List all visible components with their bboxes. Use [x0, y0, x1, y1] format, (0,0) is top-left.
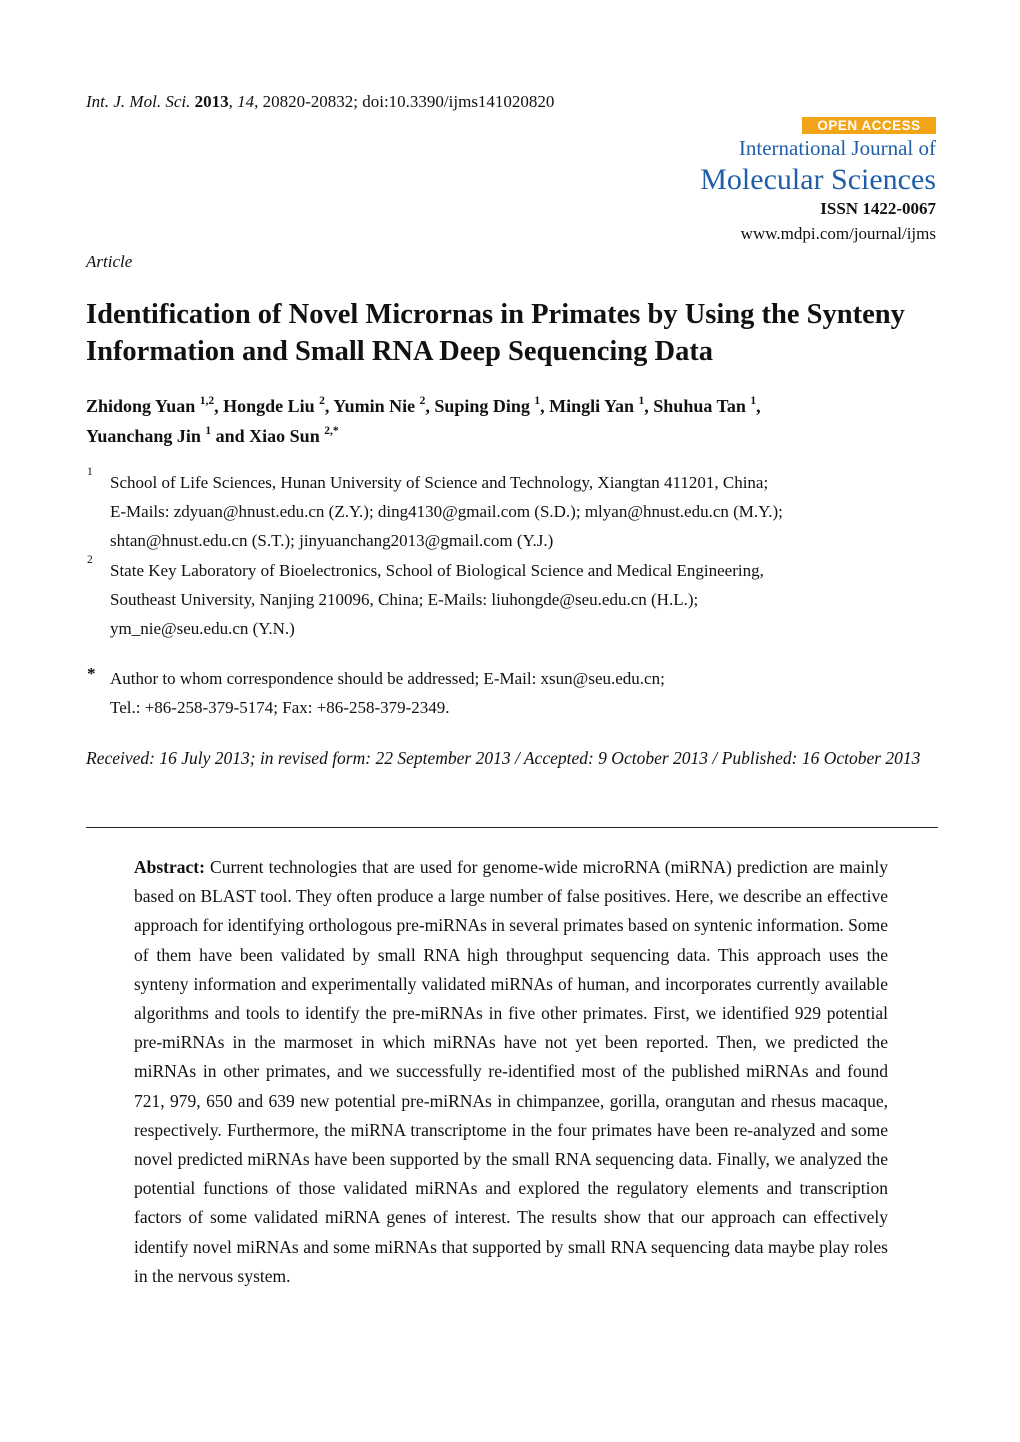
paper-title: Identification of Novel Micrornas in Primates by Using the Synteny Information and Small RNA Deep Sequencing Data: [86, 299, 905, 367]
journal-name-line2: Molecular Sciences: [700, 163, 936, 196]
author-affiliation-marker: 1,2: [199, 395, 215, 407]
author-affiliation-marker: 1: [205, 425, 212, 437]
citation-year: 2013: [194, 92, 229, 111]
author-affiliation-marker: 2: [419, 395, 426, 407]
author-affiliation-marker: 1: [750, 395, 757, 407]
publication-dates: Received: 16 July 2013; in revised form: 22 September 2013 / Accepted: 9 October 2013 / Published: 16 October 2013: [86, 748, 921, 768]
affiliation-2: [110, 556, 950, 643]
correspondence-line: Author to whom correspondence should be addressed; E-Mail: xsun@seu.edu.cn;: [110, 669, 665, 688]
author-name: Shuhua Tan: [653, 396, 746, 416]
correspondence-marker: *: [87, 664, 96, 683]
author-affiliation-marker: 2: [319, 395, 325, 407]
open-access-badge: OPEN ACCESS: [802, 117, 936, 134]
affiliation-line: E-Mails: zdyuan@hnust.edu.cn (Z.Y.); ding4130@gmail.com (S.D.); mlyan@hnust.edu.cn (M.Y.);: [110, 502, 783, 521]
affiliation-marker: 2: [87, 554, 93, 566]
journal-name-line1: International Journal of: [738, 136, 936, 160]
affiliation-marker: 1: [87, 466, 93, 478]
journal-citation: Int. J. Mol. Sci. 2013, 14, 20820-20832; doi:10.3390/ijms141020820: [86, 92, 555, 111]
author-name: Xiao Sun: [249, 426, 320, 446]
citation-pages-doi: , 20820-20832; doi:10.3390/ijms141020820: [254, 92, 555, 111]
abstract: [134, 853, 888, 1291]
affiliation-line: ym_nie@seu.edu.cn (Y.N.): [110, 619, 295, 638]
correspondence-line: Tel.: +86-258-379-5174; Fax: +86-258-379-2349.: [110, 698, 450, 717]
author-affiliation-marker: 1: [638, 395, 645, 407]
author-name: Yuanchang Jin: [86, 426, 201, 446]
author-connector: and: [215, 426, 245, 446]
journal-url[interactable]: www.mdpi.com/journal/ijms: [740, 224, 936, 243]
issn: ISSN 1422-0067: [820, 199, 936, 218]
author-name: Yumin Nie: [333, 396, 416, 416]
author-affiliation-marker: 1: [534, 395, 541, 407]
author-name: Suping Ding: [434, 396, 530, 416]
affiliation-1: [110, 468, 950, 555]
author-name: Mingli Yan: [549, 396, 635, 416]
author-name: Zhidong Yuan: [86, 396, 196, 416]
article-type: Article: [86, 252, 133, 271]
affiliation-line: Southeast University, Nanjing 210096, China; E-Mails: liuhongde@seu.edu.cn (H.L.);: [110, 590, 699, 609]
affiliation-line: shtan@hnust.edu.cn (S.T.); jinyuanchang2013@gmail.com (Y.J.): [110, 531, 554, 550]
correspondence-note: [110, 664, 950, 722]
affiliation-line: State Key Laboratory of Bioelectronics, School of Biological Science and Medical Engineering,: [110, 561, 764, 580]
author-affiliation-marker: 2,*: [324, 425, 339, 437]
author-name: Hongde Liu: [223, 396, 315, 416]
author-list: Zhidong Yuan $^{1,2}$, Hongde Liu $^2$, Yumin Nie $^2$, Suping Ding $^1$, Mingli Yan $^1$, Shuhua Tan $^1$, Yuanchang Jin $^1$ and Xiao Sun $^{2,*}$: [86, 395, 761, 446]
horizontal-divider: [86, 827, 938, 828]
abstract-label: Abstract:: [134, 857, 205, 877]
journal-abbrev: Int. J. Mol. Sci.: [86, 92, 191, 111]
citation-volume: 14: [237, 92, 255, 111]
abstract-text: Current technologies that are used for genome-wide microRNA (miRNA) prediction are mainly based on BLAST tool. They often produce a large number of false positives. Here, we describe an effective approach for identifying orthologous pre-miRNAs in several primates based on syntenic information. Some of them have been validated by small RNA high throughput sequencing data. This approach uses the synteny information and experimentally validated miRNAs of human, and incorporates currently available algorithms and tools to identify the pre-miRNAs in five other primates. First, we identified 929 potential pre-miRNAs in the marmoset in which miRNAs have not yet been reported. Then, we predicted the miRNAs in other primates, and we successfully re-identified most of the published miRNAs and found 721, 979, 650 and 639 new potential pre-miRNAs in chimpanzee, gorilla, orangutan and rhesus macaque, respectively. Furthermore, the miRNA transcriptome in the four primates have been re-analyzed and some novel predicted miRNAs have been supported by the small RNA sequencing data. Finally, we analyzed the potential functions of those validated miRNAs and explored the regulatory elements and transcription factors of some validated miRNA genes of interest. The results show that our approach can effectively identify novel miRNAs and some miRNAs that supported by small RNA sequencing data maybe play roles in the nervous system.: [134, 857, 889, 1286]
affiliation-line: School of Life Sciences, Hunan University of Science and Technology, Xiangtan 411201, China;: [110, 473, 769, 492]
